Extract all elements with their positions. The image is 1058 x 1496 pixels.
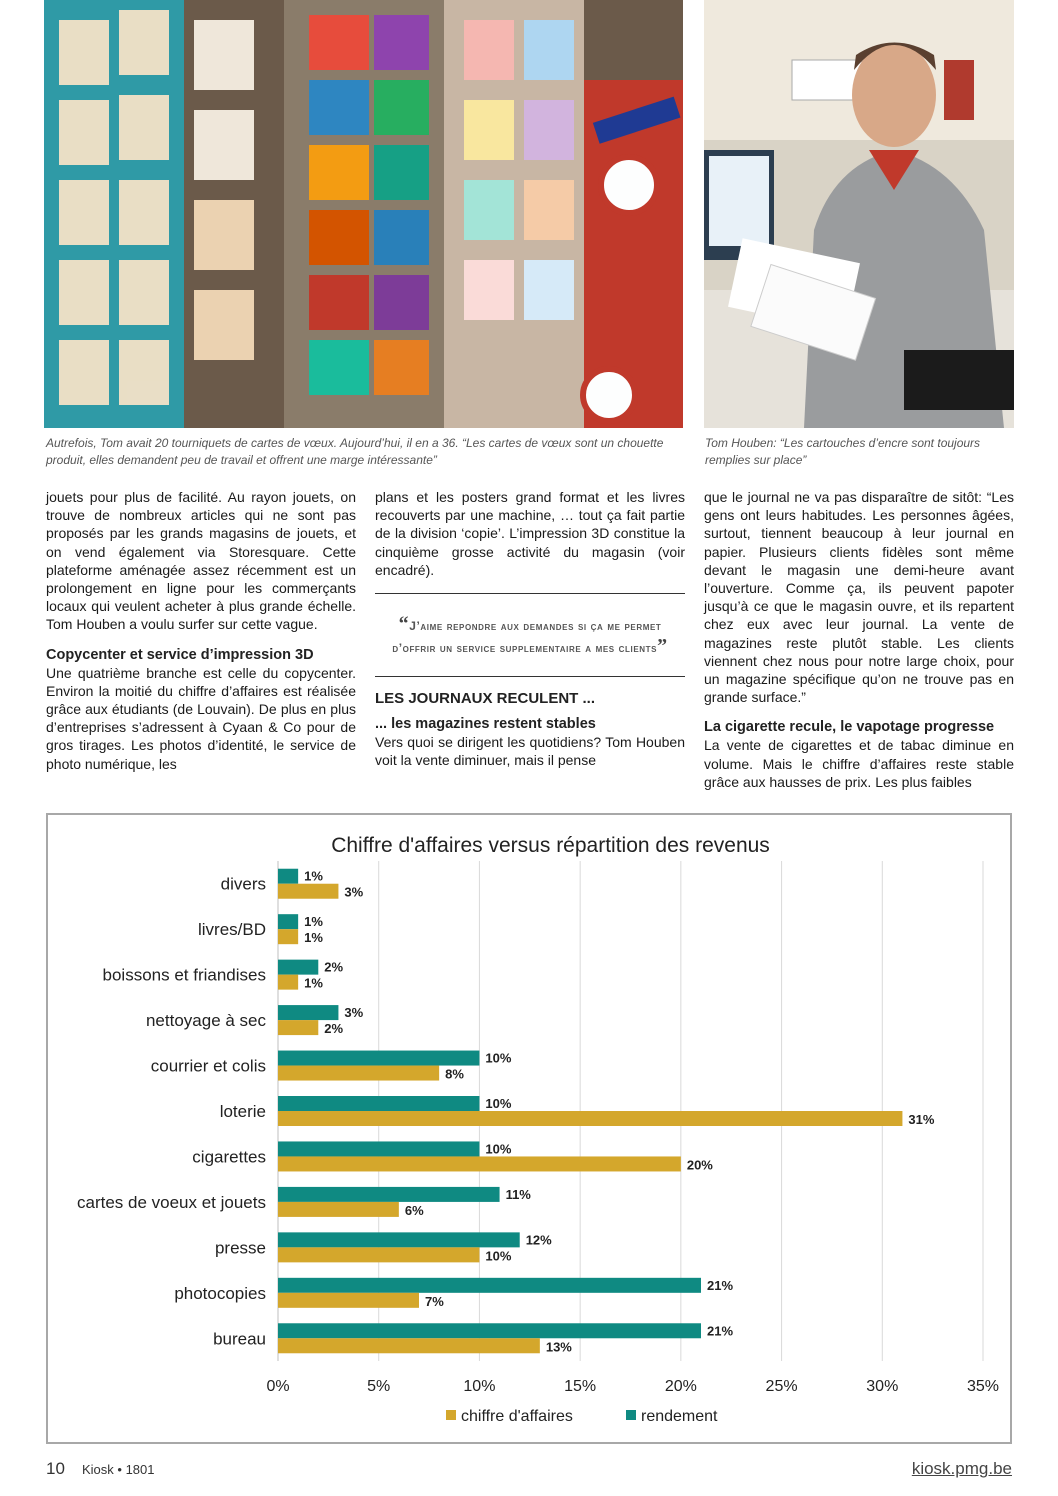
- open-quote-mark: “: [398, 613, 410, 636]
- x-tick-label: 15%: [564, 1378, 597, 1395]
- bar-rendement: [278, 869, 298, 884]
- x-tick-label: 30%: [866, 1378, 899, 1395]
- chart-canvas: [48, 815, 1010, 1442]
- bar-chiffre-affaires: [278, 1111, 902, 1126]
- revenue-chart: [46, 813, 1012, 1444]
- paragraph: La vente de cigarettes et de tabac diminue en volume. Mais le chiffre d’affaires reste stable grâce aux hausses de prix. Les plus faibles: [704, 737, 1014, 790]
- data-label-chiffre-affaires: 1%: [304, 975, 323, 991]
- category-label: cartes de voeux et jouets: [76, 1192, 266, 1212]
- bar-chiffre-affaires: [278, 884, 338, 899]
- category-label: boissons et friandises: [102, 965, 266, 985]
- data-label-chiffre-affaires: 1%: [304, 930, 323, 946]
- bar-rendement: [278, 960, 318, 975]
- data-label-chiffre-affaires: 13%: [545, 1339, 572, 1355]
- bar-chiffre-affaires: [278, 1293, 419, 1308]
- data-label-rendement: 12%: [525, 1232, 552, 1248]
- paragraph: Vers quoi se dirigent les quotidiens? Tom Houben voit la vente diminuer, mais il pense: [375, 734, 685, 769]
- card-racks-photo: [44, 0, 683, 428]
- website-link[interactable]: kiosk.pmg.be: [911, 1459, 1012, 1478]
- legend-swatch: [446, 1410, 456, 1420]
- bar-chiffre-affaires: [278, 1156, 681, 1171]
- category-label: livres/BD: [197, 920, 266, 940]
- data-label-rendement: 3%: [344, 1005, 364, 1021]
- data-label-rendement: 21%: [707, 1323, 734, 1339]
- category-label: bureau: [213, 1329, 266, 1349]
- data-label-chiffre-affaires: 2%: [324, 1021, 344, 1037]
- paragraph: plans et les posters grand format et les livres recouverts par une machine, … tout ça fait partie de la division ‘copie’. L’impression 3D constitue la cinquième grosse activité du magasin (voir encadré).: [375, 489, 685, 578]
- data-label-rendement: 11%: [505, 1186, 531, 1202]
- paragraph: jouets pour plus de facilité. Au rayon jouets, on trouve de nombreux articles qui ne sont pas proposés par les grands magasins de jouets, et on vend également via Storesquare. Cette plateforme aménagée assez récemment est un prolongement en ligne pour les commerçants locaux qui veulent acheter à plus grande échelle. Tom Houben a voulu surfer sur cette vague.: [46, 489, 356, 633]
- data-label-chiffre-affaires: 31%: [908, 1112, 935, 1127]
- category-label: nettoyage à sec: [145, 1011, 266, 1031]
- category-label: divers: [220, 874, 266, 894]
- tom-houben-photo: [704, 0, 1014, 428]
- data-label-chiffre-affaires: 20%: [686, 1157, 713, 1173]
- pull-quote-text: J’aime repondre aux demandes si ça me permet d’offrir un service supplementaire a mes clients: [392, 619, 662, 656]
- article-column-3: [704, 488, 1014, 791]
- data-label-rendement: 10%: [485, 1050, 512, 1066]
- category-label: loterie: [219, 1102, 266, 1121]
- bar-rendement: [278, 1141, 479, 1156]
- paragraph: Une quatrième branche est celle du copycenter. Environ la moitié du chiffre d’affaires est réalisée grâce aux étudiants (de Louvain). De plus en plus d’entreprises s’adressent à Cyaan & Co pour de gros tirages. Les photos d’identité, le service de photo numérique, les: [46, 664, 356, 772]
- legend-label: chiffre d'affaires: [461, 1408, 573, 1425]
- photo-caption-right: Tom Houben: “Les cartouches d’encre sont toujours remplies sur place”: [705, 436, 981, 467]
- page-number: 10: [46, 1459, 65, 1478]
- section-heading: La cigarette recule, le vapotage progresse: [704, 719, 995, 736]
- data-label-chiffre-affaires: 10%: [485, 1248, 512, 1264]
- bar-rendement: [278, 1096, 479, 1111]
- section-kicker: LES JOURNAUX RECULENT ...: [375, 690, 596, 708]
- bar-rendement: [278, 1278, 701, 1293]
- data-label-rendement: 2%: [324, 959, 344, 975]
- paragraph: que le journal ne va pas disparaître de sitôt: “Les gens ont leurs habitudes. Les personnes âgées, surtout, tiennent beaucoup à leur journal en papier. Plusieurs clients fidèles sont même devant le magasin une demi-heure avant l’ouverture. Comme ça, ils peuvent papoter jusqu’à ce que le magasin ouvre, et ils repartent chez eux avec leur journal. La vente de magazines reste plutôt stable. Les clients viennent chez nous pour notre large choix, pour un magazine spécifique qu’on ne trouve pas en grande surface.”: [704, 489, 1014, 706]
- divider: [375, 676, 685, 677]
- legend-label: rendement: [641, 1408, 718, 1425]
- x-tick-label: 0%: [266, 1378, 290, 1395]
- section-subheading: ... les magazines restent stables: [375, 716, 596, 733]
- article-column-1: [46, 488, 356, 773]
- data-label-rendement: 10%: [485, 1141, 512, 1157]
- x-tick-label: 25%: [765, 1378, 798, 1395]
- x-tick-label: 10%: [463, 1378, 496, 1395]
- category-label: courrier et colis: [150, 1056, 266, 1076]
- pull-quote: [385, 614, 675, 658]
- data-label-chiffre-affaires: 3%: [344, 884, 364, 900]
- bar-rendement: [278, 1323, 701, 1338]
- bar-rendement: [278, 1232, 520, 1247]
- bar-chiffre-affaires: [278, 1020, 318, 1035]
- photo-caption-left: Autrefois, Tom avait 20 tourniquets de cartes de vœux. Aujourd’hui, il en a 36. “Les cartes de vœux sont un chouette produit, elles demandent peu de travail et offrent une marge intéressante”: [46, 436, 664, 467]
- bar-rendement: [278, 1051, 479, 1066]
- data-label-rendement: 1%: [304, 914, 323, 930]
- data-label-chiffre-affaires: 8%: [445, 1066, 464, 1082]
- x-tick-label: 5%: [367, 1378, 391, 1395]
- data-label-rendement: 21%: [707, 1277, 734, 1293]
- section-heading: Copycenter et service d’impression 3D: [46, 646, 314, 663]
- legend-swatch: [626, 1410, 636, 1420]
- data-label-rendement: 10%: [485, 1096, 512, 1111]
- data-label-chiffre-affaires: 7%: [425, 1293, 444, 1309]
- bar-chiffre-affaires: [278, 1066, 439, 1081]
- close-quote-mark: ”: [657, 635, 668, 658]
- bar-rendement: [278, 1187, 500, 1202]
- bar-rendement: [278, 914, 298, 929]
- chart-title: Chiffre d'affaires versus répartition des revenus: [331, 834, 770, 857]
- x-tick-label: 35%: [966, 1378, 1000, 1395]
- bar-rendement: [278, 1005, 338, 1020]
- data-label-chiffre-affaires: 6%: [404, 1202, 424, 1218]
- data-label-rendement: 1%: [304, 868, 323, 884]
- category-label: cigarettes: [192, 1147, 266, 1167]
- bar-chiffre-affaires: [278, 1247, 479, 1262]
- magazine-issue: Kiosk • 1801: [82, 1462, 155, 1477]
- divider: [375, 593, 685, 594]
- x-tick-label: 20%: [664, 1378, 697, 1395]
- bar-chiffre-affaires: [278, 975, 298, 990]
- bar-chiffre-affaires: [278, 1338, 540, 1353]
- category-label: presse: [214, 1238, 266, 1258]
- article-column-2: [375, 488, 685, 769]
- category-label: photocopies: [174, 1283, 266, 1303]
- bar-chiffre-affaires: [278, 1202, 399, 1217]
- bar-chiffre-affaires: [278, 929, 298, 944]
